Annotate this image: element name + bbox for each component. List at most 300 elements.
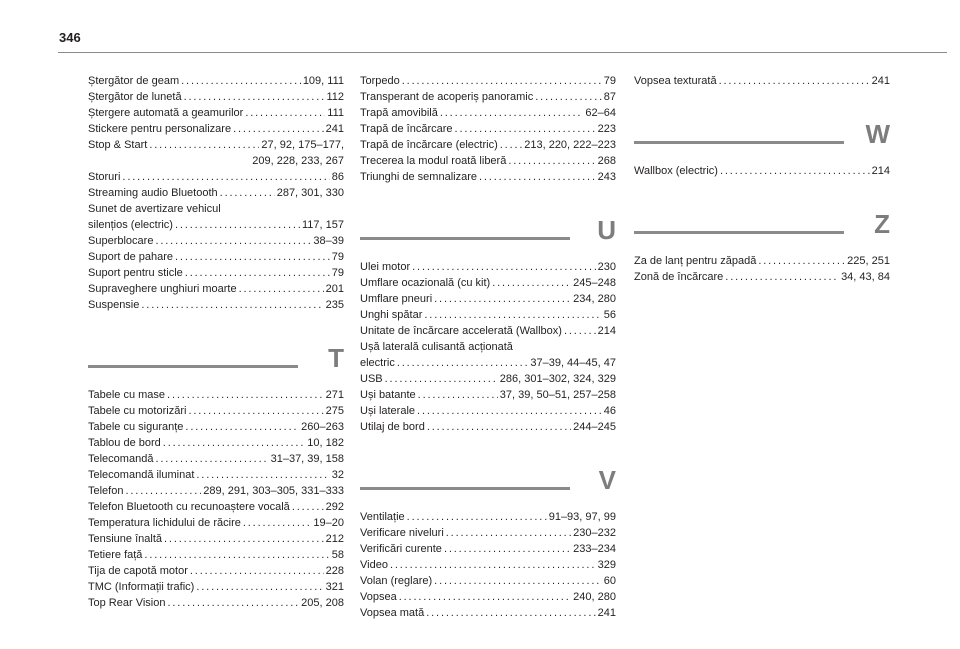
dot-leader	[149, 137, 259, 153]
entry-term: Triunghi de semnalizare	[360, 171, 477, 183]
entry-term: Suport pentru sticle	[88, 267, 183, 279]
entry-term: Suspensie	[88, 299, 140, 311]
page-number: 346	[59, 30, 81, 45]
entry-row	[88, 169, 344, 185]
entry-row	[88, 419, 344, 435]
dot-leader	[233, 121, 324, 137]
index-group	[88, 73, 344, 313]
entry-row	[360, 259, 616, 275]
entry-term: Superblocare	[88, 235, 154, 247]
index-entry	[88, 435, 344, 451]
entry-term: Utilaj de bord	[360, 421, 425, 433]
index-entry	[360, 403, 616, 419]
entry-term: Umflare ocazională (cu kit)	[360, 277, 491, 289]
index-entry	[88, 499, 344, 515]
entry-term: Unghi spătar	[360, 309, 423, 321]
entry-pages: 214	[597, 325, 616, 337]
dot-leader	[418, 387, 498, 403]
entry-term: Umflare pneuri	[360, 293, 433, 305]
index-entry	[88, 249, 344, 265]
section-letter: V	[598, 465, 616, 495]
index-entry	[88, 547, 344, 563]
entry-pages: 86	[331, 171, 344, 183]
entry-term: Wallbox (electric)	[634, 165, 718, 177]
dot-leader	[426, 605, 595, 621]
entry-pages: 234, 280	[573, 293, 616, 305]
index-group	[360, 461, 616, 621]
entry-row	[360, 509, 616, 525]
entry-row	[88, 217, 344, 233]
entry-pages: 287, 301, 330	[276, 187, 344, 199]
entry-pages: 117, 157	[301, 219, 344, 231]
entry-term: Storuri	[88, 171, 121, 183]
entry-row	[360, 573, 616, 589]
entry-term: Ștergător de geam	[88, 75, 180, 87]
entry-row	[88, 435, 344, 451]
entry-pages: 268	[597, 155, 616, 167]
entry-row	[634, 163, 890, 179]
entry-pages: 230–232	[573, 527, 616, 539]
dot-leader	[239, 281, 324, 297]
entry-term: Vopsea	[360, 591, 397, 603]
entry-row	[88, 451, 344, 467]
index-group	[360, 211, 616, 435]
index-entry	[88, 563, 344, 579]
entry-row	[88, 185, 344, 201]
dot-leader	[181, 73, 301, 89]
section-rule	[360, 237, 570, 240]
entry-row	[634, 269, 890, 285]
entry-row	[88, 265, 344, 281]
entry-term: Verificare niveluri	[360, 527, 444, 539]
entry-pages: 201	[325, 283, 344, 295]
entry-term: Ușă laterală culisantă acționată	[360, 341, 513, 353]
dot-leader	[500, 137, 522, 153]
index-entry	[88, 483, 344, 499]
entry-pages: 37–39, 44–45, 47	[530, 357, 616, 369]
index-entry	[88, 233, 344, 249]
index-group	[88, 339, 344, 611]
index-entry	[360, 323, 616, 339]
entry-term: Ulei motor	[360, 261, 411, 273]
entry-row	[360, 121, 616, 137]
entry-term: Tabele cu mase	[88, 389, 166, 401]
entry-row	[360, 371, 616, 387]
dot-leader	[390, 557, 596, 573]
dot-leader	[444, 541, 571, 557]
entry-pages: 62–64	[585, 107, 616, 119]
section-letter: U	[597, 215, 616, 245]
index-entry	[360, 291, 616, 307]
entry-pages: 240, 280	[573, 591, 616, 603]
dot-leader	[434, 291, 571, 307]
entry-pages: 87	[603, 91, 616, 103]
dot-leader	[292, 499, 324, 515]
index-entry	[88, 185, 344, 201]
entry-term: Tensiune înaltă	[88, 533, 162, 545]
entry-term: Stop & Start	[88, 139, 148, 151]
index-entry	[88, 201, 344, 233]
dot-leader	[122, 169, 329, 185]
index-entry	[88, 579, 344, 595]
index-entry	[634, 73, 890, 89]
entry-term: Uși laterale	[360, 405, 416, 417]
entry-pages: 32	[331, 469, 344, 481]
dot-leader	[196, 579, 323, 595]
dot-leader	[446, 525, 571, 541]
dot-leader	[243, 515, 312, 531]
section-header	[634, 205, 890, 247]
dot-leader	[175, 217, 300, 233]
entry-row	[88, 137, 344, 153]
entry-pages: 112	[326, 91, 344, 103]
entry-term: Trapă de încărcare	[360, 123, 453, 135]
index-entry	[88, 387, 344, 403]
entry-row	[360, 541, 616, 557]
entry-term: Transperant de acoperiș panoramic	[360, 91, 534, 103]
entry-row	[360, 403, 616, 419]
entry-row	[360, 387, 616, 403]
entry-row	[360, 557, 616, 573]
entry-pages: 214	[871, 165, 890, 177]
dot-leader	[163, 435, 306, 451]
dot-leader	[407, 509, 547, 525]
entry-pages: 241	[871, 75, 890, 87]
entry-term: Tablou de bord	[88, 437, 161, 449]
entry-pages: 34, 43, 84	[841, 271, 890, 283]
entry-term: Tabele cu motorizări	[88, 405, 187, 417]
index-entry	[360, 371, 616, 387]
entry-pages: 286, 301–302, 324, 329	[499, 373, 616, 385]
entry-pages: 275	[325, 405, 344, 417]
index-entry	[360, 169, 616, 185]
index-entry	[88, 89, 344, 105]
dot-leader	[427, 419, 571, 435]
index-entry	[360, 573, 616, 589]
dot-leader	[412, 259, 596, 275]
dot-leader	[167, 595, 299, 611]
entry-row	[88, 547, 344, 563]
entry-term: USB	[360, 373, 383, 385]
dot-leader	[535, 89, 602, 105]
index-entry	[634, 253, 890, 269]
index-entry	[360, 89, 616, 105]
index-entry	[360, 541, 616, 557]
entry-row	[88, 467, 344, 483]
dot-leader	[245, 105, 325, 121]
entry-pages: 235	[325, 299, 344, 311]
entry-row	[88, 579, 344, 595]
dot-leader	[164, 531, 324, 547]
section-rule	[634, 231, 844, 234]
dot-leader	[758, 253, 845, 269]
entry-pages: 225, 251	[847, 255, 890, 267]
entry-row	[88, 121, 344, 137]
entry-term: Ventilație	[360, 511, 405, 523]
entry-term: Ștergător de lunetă	[88, 91, 182, 103]
dot-leader	[399, 589, 571, 605]
dot-leader	[125, 483, 201, 499]
entry-row	[360, 89, 616, 105]
dot-leader	[479, 169, 596, 185]
entry-pages: 56	[603, 309, 616, 321]
entry-term: Temperatura lichidului de răcire	[88, 517, 241, 529]
entry-pages: 79	[331, 251, 344, 263]
entry-row	[88, 595, 344, 611]
entry-term: Streaming audio Bluetooth	[88, 187, 218, 199]
dot-leader	[564, 323, 596, 339]
entry-term: Top Rear Vision	[88, 597, 166, 609]
entry-pages: 37, 39, 50–51, 257–258	[499, 389, 616, 401]
entry-pages: 111	[327, 107, 344, 119]
dot-leader	[144, 547, 329, 563]
dot-leader	[434, 573, 602, 589]
entry-row	[88, 249, 344, 265]
index-entry	[88, 297, 344, 313]
section-header	[360, 461, 616, 503]
dot-leader	[188, 403, 323, 419]
entry-term: Tabele cu siguranțe	[88, 421, 184, 433]
entry-term: Telecomandă iluminat	[88, 469, 195, 481]
index-entry	[88, 419, 344, 435]
section-header	[360, 211, 616, 253]
entry-pages: 243	[597, 171, 616, 183]
index-entry	[360, 419, 616, 435]
entry-row	[360, 323, 616, 339]
index-entry	[360, 153, 616, 169]
entry-pages: 241	[597, 607, 616, 619]
entry-term: Verificări curente	[360, 543, 442, 555]
index-group	[634, 205, 890, 285]
index-entry	[88, 169, 344, 185]
dot-leader	[155, 451, 268, 467]
entry-term: silențios (electric)	[88, 219, 173, 231]
entry-row	[88, 483, 344, 499]
entry-term: Trapă de încărcare (electric)	[360, 139, 498, 151]
dot-leader	[385, 371, 498, 387]
entry-term: Tija de capotă motor	[88, 565, 188, 577]
dot-leader	[185, 419, 299, 435]
dot-leader	[720, 163, 870, 179]
index-entry	[88, 73, 344, 89]
entry-row	[360, 153, 616, 169]
index-entry	[634, 269, 890, 285]
index-entry	[88, 105, 344, 121]
entry-term: Zonă de încărcare	[634, 271, 724, 283]
entry-row	[88, 563, 344, 579]
dot-leader	[455, 121, 596, 137]
entry-row	[634, 73, 890, 89]
entry-term: Sunet de avertizare vehicul	[88, 203, 221, 215]
entry-row	[88, 515, 344, 531]
entry-row	[88, 531, 344, 547]
entry-pages: 271	[325, 389, 344, 401]
dot-leader	[725, 269, 839, 285]
dot-leader	[167, 387, 324, 403]
entry-pages: 228	[325, 565, 344, 577]
index-group	[634, 115, 890, 179]
dot-leader	[184, 89, 325, 105]
entry-term: Telecomandă	[88, 453, 154, 465]
entry-pages: 245–248	[573, 277, 616, 289]
index-group	[634, 73, 890, 89]
index-entry	[360, 387, 616, 403]
index-entry	[88, 137, 344, 169]
section-rule	[88, 365, 298, 368]
dot-leader	[155, 233, 311, 249]
index-entry	[360, 73, 616, 89]
index-entry	[88, 281, 344, 297]
entry-row	[88, 297, 344, 313]
section-header	[634, 115, 890, 157]
entry-row	[360, 291, 616, 307]
entry-row	[88, 89, 344, 105]
dot-leader	[175, 249, 330, 265]
entry-pages: 60	[603, 575, 616, 587]
entry-row	[88, 105, 344, 121]
dot-leader	[719, 73, 870, 89]
index-entry	[360, 525, 616, 541]
entry-row	[88, 387, 344, 403]
entry-term: Video	[360, 559, 388, 571]
entry-row	[360, 605, 616, 621]
dot-leader	[440, 105, 584, 121]
index-group	[360, 73, 616, 185]
dot-leader	[220, 185, 275, 201]
index-entry	[360, 105, 616, 121]
entry-row	[360, 419, 616, 435]
index-entry	[360, 259, 616, 275]
section-rule	[634, 141, 844, 144]
entry-term: Telefon Bluetooth cu recunoaștere vocală	[88, 501, 290, 513]
entry-row	[88, 233, 344, 249]
entry-row	[88, 73, 344, 89]
entry-pages: 38–39	[313, 235, 344, 247]
entry-pages: 241	[325, 123, 344, 135]
index-entry	[88, 531, 344, 547]
entry-pages: 329	[597, 559, 616, 571]
dot-leader	[492, 275, 571, 291]
entry-pages-continued: 209, 228, 233, 267	[252, 155, 344, 167]
dot-leader	[508, 153, 595, 169]
dot-leader	[190, 563, 324, 579]
entry-term: Vopsea texturată	[634, 75, 717, 87]
index-entry	[88, 515, 344, 531]
entry-pages: 109, 111	[302, 75, 344, 87]
section-letter: T	[328, 343, 344, 373]
entry-row	[360, 355, 616, 371]
index-entry	[360, 339, 616, 371]
entry-term: Telefon	[88, 485, 124, 497]
dot-leader	[402, 73, 602, 89]
header-divider	[58, 52, 947, 53]
section-letter: Z	[874, 209, 890, 239]
index-entry	[360, 307, 616, 323]
entry-term: Za de lanț pentru zăpadă	[634, 255, 757, 267]
dot-leader	[196, 467, 329, 483]
entry-pages: 79	[331, 267, 344, 279]
index-entry	[88, 595, 344, 611]
section-rule	[360, 487, 570, 490]
entry-pages: 205, 208	[301, 597, 344, 609]
entry-row	[360, 275, 616, 291]
entry-term: Vopsea mată	[360, 607, 425, 619]
entry-pages: 31–37, 39, 158	[270, 453, 344, 465]
entry-pages: 58	[331, 549, 344, 561]
index-entry	[360, 589, 616, 605]
entry-pages: 79	[603, 75, 616, 87]
index-entry	[88, 121, 344, 137]
index-entry	[88, 467, 344, 483]
index-column-2	[360, 73, 616, 621]
entry-term: Trapă amovibilă	[360, 107, 438, 119]
index-entry	[360, 605, 616, 621]
entry-row	[360, 589, 616, 605]
entry-pages: 91–93, 97, 99	[548, 511, 616, 523]
entry-row	[88, 403, 344, 419]
entry-pages: 292	[325, 501, 344, 513]
entry-pages: 10, 182	[307, 437, 344, 449]
entry-pages: 212	[325, 533, 344, 545]
entry-term: Ștergere automată a geamurilor	[88, 107, 244, 119]
entry-row	[360, 525, 616, 541]
entry-term: Suport de pahare	[88, 251, 174, 263]
index-entry	[360, 557, 616, 573]
index-entry	[360, 137, 616, 153]
entry-term: Unitate de încărcare accelerată (Wallbox)	[360, 325, 562, 337]
entry-term: Uși batante	[360, 389, 416, 401]
entry-pages: 233–234	[573, 543, 616, 555]
index-entry	[360, 121, 616, 137]
index-entry	[634, 163, 890, 179]
entry-term: electric	[360, 357, 395, 369]
entry-pages: 46	[603, 405, 616, 417]
entry-pages: 321	[325, 581, 344, 593]
entry-row	[634, 253, 890, 269]
entry-term: Tetiere față	[88, 549, 143, 561]
entry-term: Trecerea la modul roată liberă	[360, 155, 507, 167]
index-entry	[360, 509, 616, 525]
entry-row	[360, 137, 616, 153]
entry-term: Stickere pentru personalizare	[88, 123, 232, 135]
index-entry	[88, 403, 344, 419]
entry-pages: 27, 92, 175–177,	[261, 139, 344, 151]
entry-pages: 213, 220, 222–223	[524, 139, 616, 151]
entry-pages: 223	[597, 123, 616, 135]
dot-leader	[397, 355, 529, 371]
dot-leader	[141, 297, 323, 313]
entry-term: Supraveghere unghiuri moarte	[88, 283, 237, 295]
entry-term: Torpedo	[360, 75, 400, 87]
entry-pages: 289, 291, 303–305, 331–333	[203, 485, 344, 497]
index-entry	[360, 275, 616, 291]
section-letter: W	[865, 119, 890, 149]
index-entry	[88, 451, 344, 467]
index-entry	[88, 265, 344, 281]
entry-row	[88, 499, 344, 515]
entry-row	[88, 281, 344, 297]
entry-pages: 260–263	[301, 421, 344, 433]
entry-term: TMC (Informații trafic)	[88, 581, 195, 593]
entry-row	[360, 105, 616, 121]
dot-leader	[424, 307, 601, 323]
entry-term: Volan (reglare)	[360, 575, 433, 587]
entry-row	[360, 307, 616, 323]
index-column-3	[634, 73, 890, 285]
section-header	[88, 339, 344, 381]
entry-row	[360, 73, 616, 89]
dot-leader	[185, 265, 330, 281]
